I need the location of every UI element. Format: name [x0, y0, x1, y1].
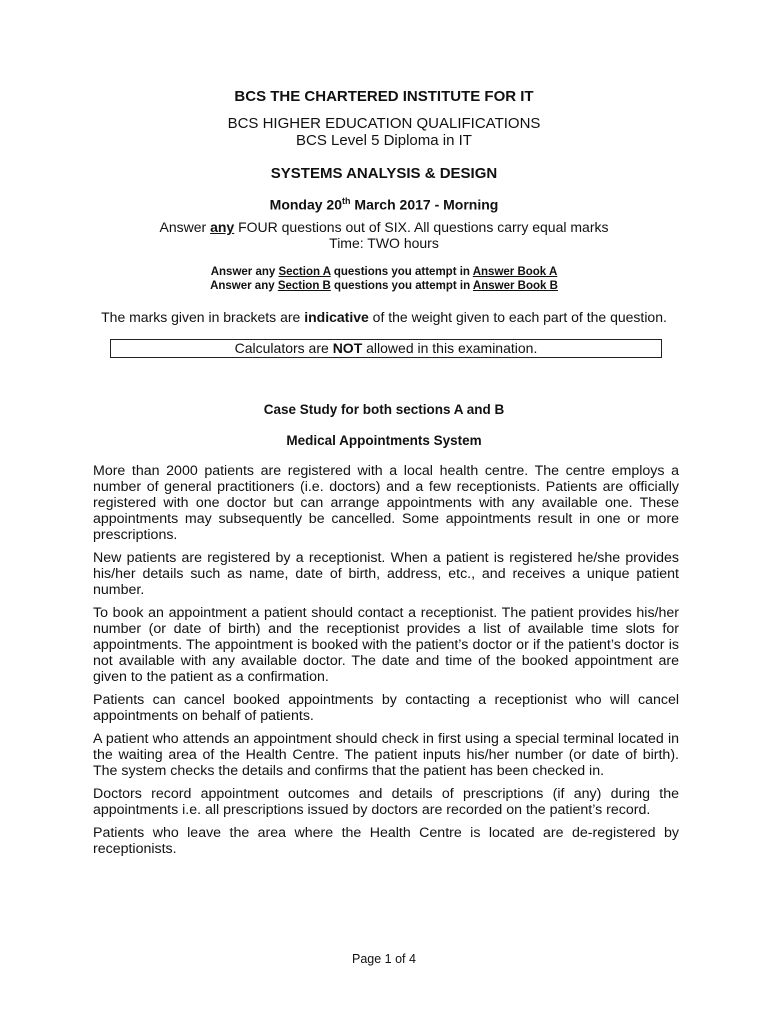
section-b-instruction: [0, 280, 768, 292]
section-a-prefix: Answer any: [210, 266, 279, 278]
time-instruction: Time: TWO hours: [329, 235, 439, 251]
page-number: Page 1 of 4: [352, 952, 416, 966]
answer-book-b: Answer Book B: [472, 280, 558, 292]
case-paragraph: Patients can cancel booked appointments by contacting a receptionist who will cancel appointments on behalf of patients.: [93, 692, 679, 724]
section-a-label: Section A: [278, 266, 331, 278]
answer-rest: FOUR questions out of SIX. All questions carry equal marks: [234, 219, 609, 235]
answer-instruction: [0, 219, 768, 235]
case-study-heading: Case Study for both sections A and B: [263, 402, 505, 417]
calc-bold: NOT: [332, 340, 363, 356]
answer-book-a: Answer Book A: [472, 266, 558, 278]
section-b-prefix: Answer any: [210, 280, 278, 292]
case-study-title: Medical Appointments System: [286, 433, 482, 448]
case-paragraph: Patients who leave the area where the Health Centre is located are de-registered by receptionists.: [93, 825, 679, 857]
institute-title: BCS THE CHARTERED INSTITUTE FOR IT: [234, 88, 534, 105]
section-a-mid: questions you attempt in: [330, 266, 473, 278]
date-suffix: th: [342, 196, 351, 206]
calculator-notice-box: [110, 339, 662, 358]
exam-date: [0, 196, 768, 213]
date-prefix: Monday 20: [269, 196, 343, 213]
section-b-mid: questions you attempt in: [330, 280, 473, 292]
case-paragraph: More than 2000 patients are registered with a local health centre. The centre employs a number of general practitioners (i.e. doctors) and a few receptionists. Patients are officially registered with one doctor but can arrange appointments with any available one. These appointments may subsequently be cancelled. Some appointments result in one or more prescriptions.: [93, 463, 679, 543]
answer-any: any: [210, 219, 235, 235]
case-paragraph: To book an appointment a patient should contact a receptionist. The patient provides his/her number (or date of birth) and the receptionist provides a list of available time slots for appointments. The appointment is booked with the patient’s doctor or if the patient’s doctor is not available with any available doctor. The date and time of the booked appointment are given to the patient as a confirmation.: [93, 605, 679, 685]
marks-instruction: [0, 309, 768, 325]
case-paragraph: New patients are registered by a receptionist. When a patient is registered he/she provides his/her details such as name, date of birth, address, etc., and receives a unique patient number.: [93, 550, 679, 598]
section-b-label: Section B: [277, 280, 331, 292]
case-paragraph: Doctors record appointment outcomes and details of prescriptions (if any) during the appointments i.e. all prescriptions issued by doctors are recorded on the patient’s record.: [93, 786, 679, 818]
calc-rest: allowed in this examination.: [362, 340, 538, 356]
marks-prefix: The marks given in brackets are: [101, 309, 305, 325]
calc-prefix: Calculators are: [234, 340, 333, 356]
marks-bold: indicative: [304, 309, 369, 325]
marks-rest: of the weight given to each part of the question.: [368, 309, 667, 325]
subject-title: SYSTEMS ANALYSIS & DESIGN: [270, 165, 498, 182]
date-rest: March 2017 - Morning: [350, 196, 499, 213]
qualifications-title: BCS HIGHER EDUCATION QUALIFICATIONS: [227, 115, 541, 132]
case-paragraph: A patient who attends an appointment should check in first using a special terminal located in the waiting area of the Health Centre. The patient inputs his/her number (or date of birth). The system checks the details and confirms that the patient has been checked in.: [93, 731, 679, 779]
level-title: BCS Level 5 Diploma in IT: [296, 132, 472, 149]
case-study-body: [93, 463, 679, 864]
answer-prefix: Answer: [159, 219, 211, 235]
section-a-instruction: [0, 266, 768, 278]
